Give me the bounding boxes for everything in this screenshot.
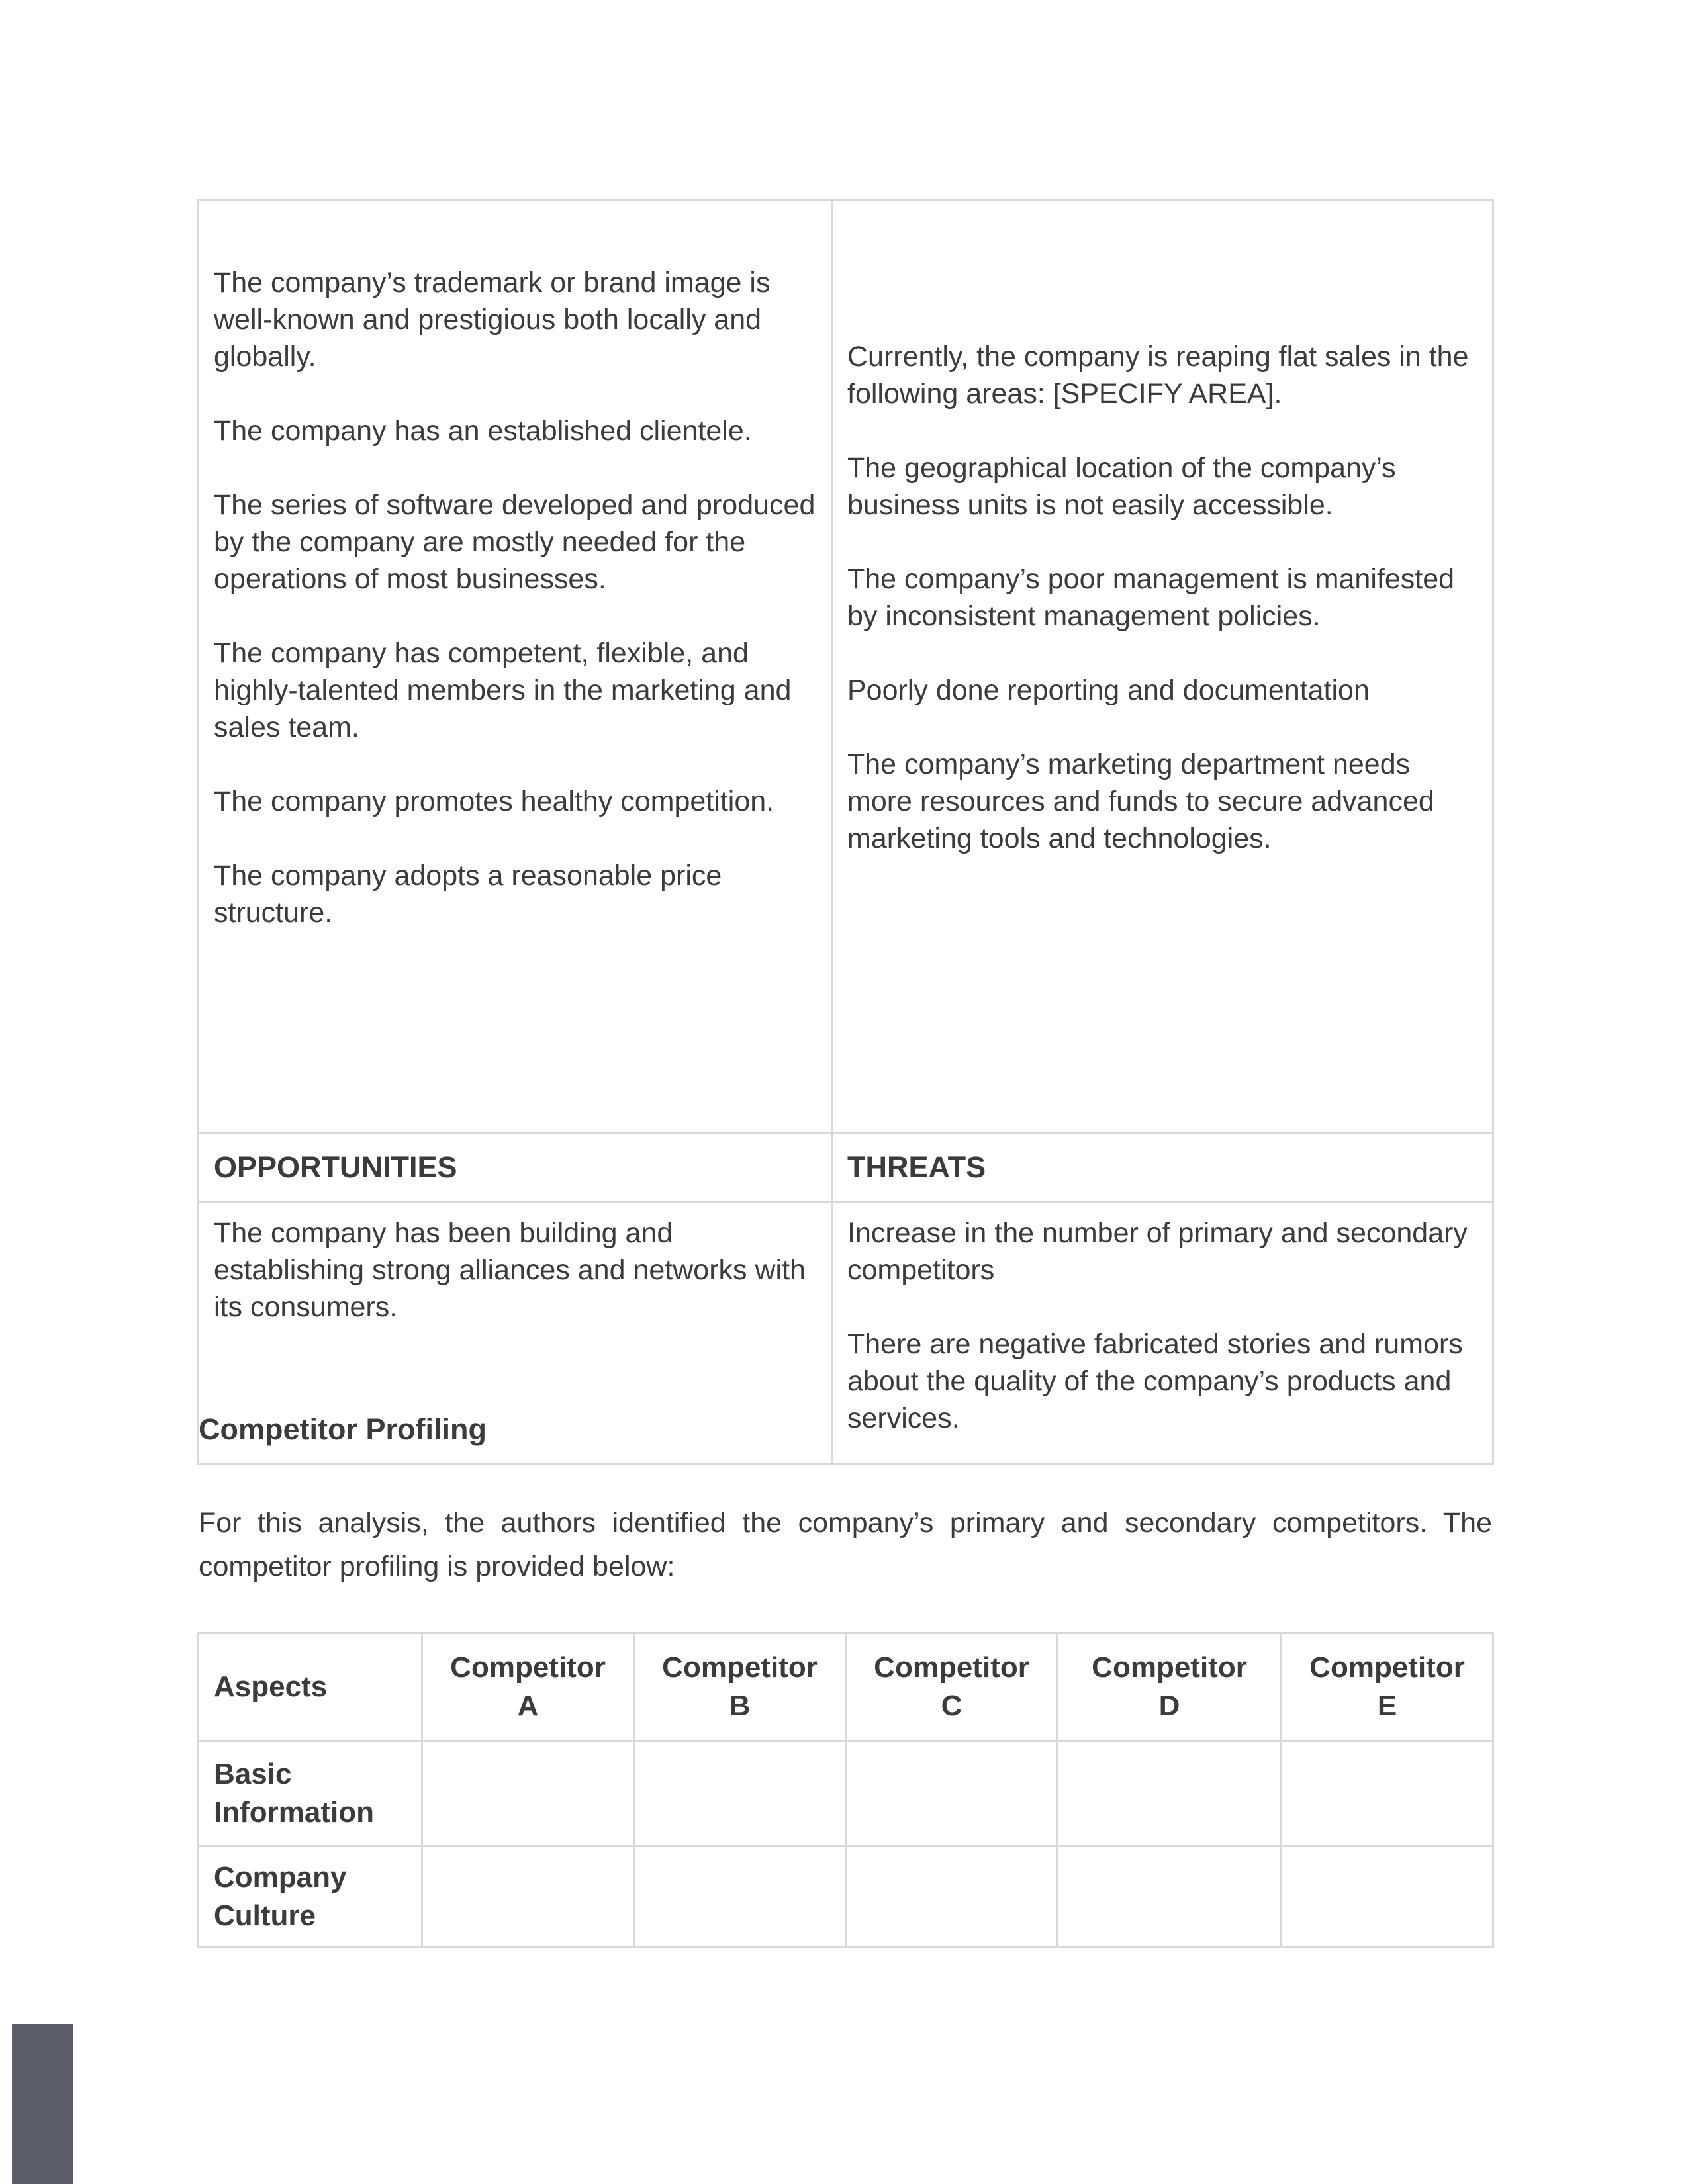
- threat-item: Increase in the number of primary and secondary competitors: [847, 1217, 1468, 1286]
- table-cell: [846, 1741, 1058, 1846]
- strength-item: The company has an established clientele.: [214, 415, 752, 447]
- table-cell: [634, 1846, 846, 1948]
- threats-heading: THREATS: [832, 1134, 1493, 1202]
- section-intro: For this analysis, the authors identified the company’s primary and secondary competitors. The competitor profiling is provided below:: [199, 1507, 1492, 1582]
- competitor-header: Competitor C: [846, 1633, 1058, 1741]
- table-cell: [634, 1741, 846, 1846]
- competitor-table: [197, 1632, 1494, 1948]
- weakness-item: The company’s marketing department needs more resources and funds to secure advanced marketing tools and technologies.: [847, 749, 1434, 854]
- threats-cell: [832, 1202, 1493, 1465]
- weakness-item: The company’s poor management is manifested by inconsistent management policies.: [847, 563, 1455, 632]
- table-cell: [422, 1846, 634, 1948]
- swot-table: [197, 199, 1494, 1465]
- aspects-header: Aspects: [199, 1633, 422, 1741]
- threat-item: There are negative fabricated stories and rumors about the quality of the company’s products and services.: [847, 1328, 1463, 1434]
- table-cell: [846, 1846, 1058, 1948]
- strength-item: The company has competent, flexible, and highly-talented members in the marketing and sales team.: [214, 637, 792, 743]
- competitor-header: Competitor D: [1058, 1633, 1282, 1741]
- table-row: [199, 1741, 1493, 1846]
- weakness-item: The geographical location of the company’s business units is not easily accessible.: [847, 452, 1396, 521]
- competitor-table-header-row: [199, 1633, 1493, 1741]
- table-cell: [1282, 1846, 1493, 1948]
- weakness-item: Poorly done reporting and documentation: [847, 674, 1370, 706]
- section-title: Competitor Profiling: [199, 1412, 487, 1446]
- strength-item: The series of software developed and produced by the company are mostly needed for the operations of most businesses.: [214, 489, 816, 595]
- strengths-cell: [199, 200, 832, 1134]
- swot-row-strengths-weaknesses: [199, 200, 1493, 1134]
- row-header-company-culture: Company Culture: [199, 1846, 422, 1948]
- swot-row-headings: [199, 1134, 1493, 1202]
- opportunity-item: The company has been building and establishing strong alliances and networks with its consumers.: [214, 1217, 806, 1323]
- table-row: [199, 1846, 1493, 1948]
- competitor-header: Competitor A: [422, 1633, 634, 1741]
- strength-item: The company adopts a reasonable price structure.: [214, 860, 722, 929]
- decorative-side-bar: [12, 2024, 73, 2184]
- competitor-header: Competitor E: [1282, 1633, 1493, 1741]
- strength-item: The company’s trademark or brand image is well-known and prestigious both locally and globally.: [214, 267, 771, 373]
- table-cell: [1282, 1741, 1493, 1846]
- strength-item: The company promotes healthy competition.: [214, 786, 774, 817]
- weaknesses-cell: [832, 200, 1493, 1134]
- table-cell: [1058, 1846, 1282, 1948]
- weakness-item: Currently, the company is reaping flat sales in the following areas: [SPECIFY AREA].: [847, 341, 1469, 410]
- table-cell: [1058, 1741, 1282, 1846]
- opportunities-heading: OPPORTUNITIES: [199, 1134, 832, 1202]
- competitor-header: Competitor B: [634, 1633, 846, 1741]
- table-cell: [422, 1741, 634, 1846]
- row-header-basic-information: Basic Information: [199, 1741, 422, 1846]
